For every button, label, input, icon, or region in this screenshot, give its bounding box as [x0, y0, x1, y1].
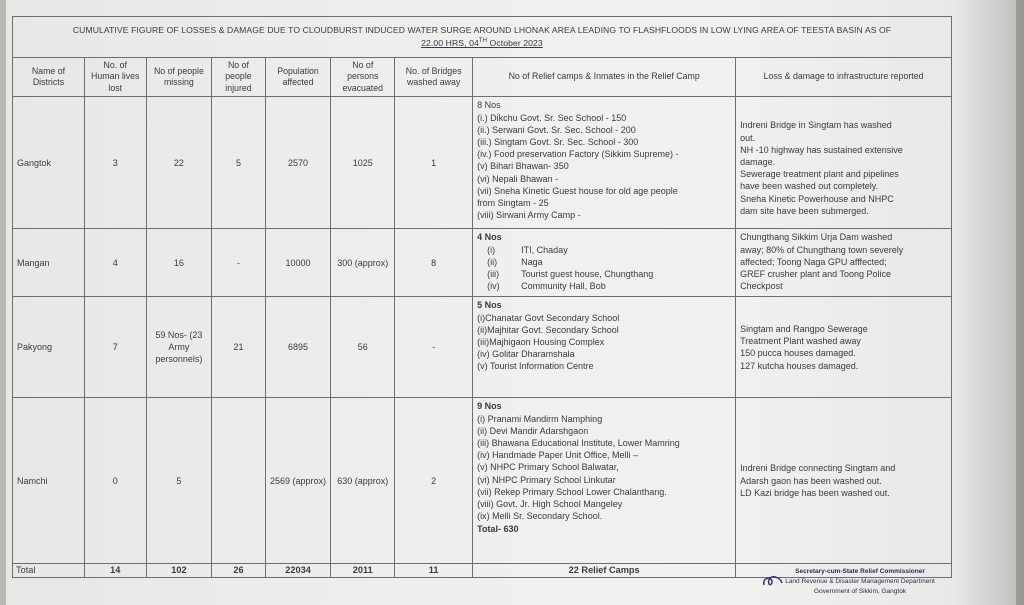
- camp-item: (i)Chanatar Govt Secondary School: [477, 312, 620, 323]
- total-population: 22034: [265, 564, 331, 578]
- infra-line: GREF crusher plant and Toong Police: [740, 268, 892, 279]
- header-evacuated: No of persons evacuated: [331, 58, 395, 97]
- infra-line: Treatment Plant washed away: [740, 336, 861, 347]
- bridges-value: -: [395, 297, 473, 398]
- camps-total: Total- 630: [477, 523, 519, 534]
- lives-lost-value: 4: [84, 229, 146, 297]
- missing-value: 16: [146, 229, 212, 297]
- infra-cell: [736, 398, 952, 564]
- infra-line: away; 80% of Chungthang town severely: [740, 244, 904, 255]
- infra-cell: [736, 297, 952, 398]
- camp-item: (viii) Govt. Jr. High School Mangeley: [477, 499, 623, 510]
- total-camps: 22 Relief Camps: [473, 564, 736, 578]
- table-title: [13, 17, 952, 58]
- injured-value: -: [212, 229, 265, 297]
- missing-value: 59 Nos- (23 Army personnels): [146, 297, 212, 398]
- lives-lost-value: 3: [84, 97, 146, 229]
- header-camps: No of Relief camps & Inmates in the Relief Camp: [473, 58, 736, 97]
- missing-value: 22: [146, 97, 212, 229]
- camp-item: (ii.) Serwani Govt. Sr. Sec. School - 200: [477, 124, 636, 135]
- missing-value: 5: [146, 398, 212, 564]
- infra-line: Sneha Kinetic Powerhouse and NHPC: [740, 193, 894, 204]
- title-text: CUMULATIVE FIGURE OF LOSSES & DAMAGE DUE TO CLOUDBURST INDUCED WATER SURGE AROUND LHONAK AREA LEADING TO FLASHFLOODS IN LOW LYING AREA OF TEESTA BASIN AS OF: [72, 24, 892, 35]
- infra-cell: [736, 229, 952, 297]
- title-date: 22.00 HRS, 04TH October 2023: [421, 38, 543, 48]
- table-row: [13, 398, 952, 564]
- total-label: Total: [13, 564, 85, 578]
- camp-item: (viii) Sirwani Army Camp -: [477, 210, 581, 221]
- district-name: Mangan: [13, 229, 85, 297]
- infra-line: NH -10 highway has sustained extensive: [740, 144, 903, 155]
- infra-line: out.: [740, 132, 756, 143]
- infra-line: have been washed out completely.: [740, 181, 879, 192]
- camp-item: (ix) Melli Sr. Secondary School.: [477, 511, 603, 522]
- table-row: [13, 229, 952, 297]
- camp-item: (iv) Handmade Paper Unit Office, Melli –: [477, 450, 639, 461]
- population-value: 6895: [265, 297, 331, 398]
- injured-value: [212, 398, 265, 564]
- signature-mark: [760, 571, 786, 591]
- table-row: [13, 297, 952, 398]
- camp-item: (vii) Rekep Primary School Lower Chalanthang.: [477, 486, 667, 497]
- camps-cell: [473, 398, 736, 564]
- evacuated-value: 1025: [331, 97, 395, 229]
- district-name: Namchi: [13, 398, 85, 564]
- evacuated-value: 300 (approx): [331, 229, 395, 297]
- bridges-value: 2: [395, 398, 473, 564]
- infra-line: Singtam and Rangpo Sewerage: [740, 323, 868, 334]
- infra-line: affected; Toong Naga GPU afffected;: [740, 256, 887, 267]
- infra-line: dam site have been submerged.: [740, 205, 869, 216]
- injured-value: 5: [212, 97, 265, 229]
- header-bridges: No. of Bridges washed away: [395, 58, 473, 97]
- total-evacuated: 2011: [331, 564, 395, 578]
- camp-item: (iii) Tourist guest house, Chungthang: [487, 268, 654, 279]
- camp-item: (iii)Majhigaon Housing Complex: [477, 336, 605, 347]
- camp-item: (v) Tourist Information Centre: [477, 361, 594, 372]
- camps-cell: [473, 229, 736, 297]
- signature-line-3: Government of Sikkim, Gangtok: [813, 587, 907, 595]
- camp-item: (iii) Bhawana Educational Institute, Lower Mamring: [477, 437, 680, 448]
- camp-item: (iii.) Singtam Govt. Sr. Sec. School - 300: [477, 136, 639, 147]
- infra-line: 127 kutcha houses damaged.: [740, 360, 859, 371]
- injured-value: 21: [212, 297, 265, 398]
- camp-item: (vi) Nepali Bhawan -: [477, 173, 559, 184]
- header-row: [13, 58, 952, 97]
- camps-cell: [473, 97, 736, 229]
- infra-line: Checkpost: [740, 281, 783, 292]
- population-value: 2570: [265, 97, 331, 229]
- total-lives-lost: 14: [84, 564, 146, 578]
- total-bridges: 11: [395, 564, 473, 578]
- infra-line: Indreni Bridge connecting Singtam and: [740, 463, 896, 474]
- table-row: [13, 97, 952, 229]
- total-missing: 102: [146, 564, 212, 578]
- bridges-value: 8: [395, 229, 473, 297]
- page-shadow: [954, 0, 1024, 605]
- camp-item: (iv) Golitar Dharamshala: [477, 349, 575, 360]
- district-name: Pakyong: [13, 297, 85, 398]
- camps-count: 4 Nos: [477, 232, 502, 243]
- total-injured: 26: [212, 564, 265, 578]
- signature-stamp: [760, 567, 960, 596]
- infra-line: LD Kazi bridge has been washed out.: [740, 487, 890, 498]
- header-injured: No of people injured: [212, 58, 265, 97]
- lives-lost-value: 0: [84, 398, 146, 564]
- population-value: 2569 (approx): [265, 398, 331, 564]
- infra-line: Adarsh gaon has been washed out.: [740, 475, 882, 486]
- infra-line: Chungthang Sikkim Urja Dam washed: [740, 232, 893, 243]
- district-name: Gangtok: [13, 97, 85, 229]
- camp-item: (i.) Dikchu Govt. Sr. Sec School - 150: [477, 112, 627, 123]
- camp-item: (iv.) Food preservation Factory (Sikkim Supreme) -: [477, 149, 679, 160]
- infra-line: Sewerage treatment plant and pipelines: [740, 169, 899, 180]
- header-lives-lost: No. of Human lives lost: [84, 58, 146, 97]
- camp-item: (v) NHPC Primary School Balwatar,: [477, 462, 619, 473]
- header-infra: Loss & damage to infrastructure reported: [736, 58, 952, 97]
- camps-count: 9 Nos: [477, 401, 502, 412]
- evacuated-value: 56: [331, 297, 395, 398]
- infra-cell: [736, 97, 952, 229]
- camp-item: from Singtam - 25: [477, 198, 549, 209]
- camp-item: (iv) Community Hall, Bob: [487, 281, 606, 292]
- population-value: 10000: [265, 229, 331, 297]
- camp-item: (ii) Devi Mandir Adarshgaon: [477, 425, 589, 436]
- signature-line-1: Secretary-cum-State Relief Commissioner: [795, 568, 925, 575]
- bridges-value: 1: [395, 97, 473, 229]
- camp-item: (v) Bihari Bhawan- 350: [477, 161, 569, 172]
- camps-count: 5 Nos: [477, 300, 502, 311]
- header-population: Population affected: [265, 58, 331, 97]
- infra-line: damage.: [740, 156, 776, 167]
- signature-line-2: Land Revenue & Disaster Management Department: [785, 577, 935, 585]
- header-district: Name of Districts: [13, 58, 85, 97]
- camp-item: (i) Pranami Mandirm Namphing: [477, 413, 603, 424]
- camp-item: (ii)Majhitar Govt. Secondary School: [477, 324, 619, 335]
- losses-table: [12, 16, 952, 578]
- infra-line: Indreni Bridge in Singtam has washed: [740, 120, 892, 131]
- camps-cell: [473, 297, 736, 398]
- camp-item: (vi) NHPC Primary School Linkutar: [477, 474, 616, 485]
- evacuated-value: 630 (approx): [331, 398, 395, 564]
- camps-count: 8 Nos: [477, 100, 501, 111]
- infra-line: 150 pucca houses damaged.: [740, 348, 856, 359]
- camp-item: (i) ITI, Chaday: [487, 244, 568, 255]
- lives-lost-value: 7: [84, 297, 146, 398]
- camp-item: (ii) Naga: [487, 256, 543, 267]
- header-missing: No of people missing: [146, 58, 212, 97]
- camp-item: (vii) Sneha Kinetic Guest house for old age people: [477, 185, 678, 196]
